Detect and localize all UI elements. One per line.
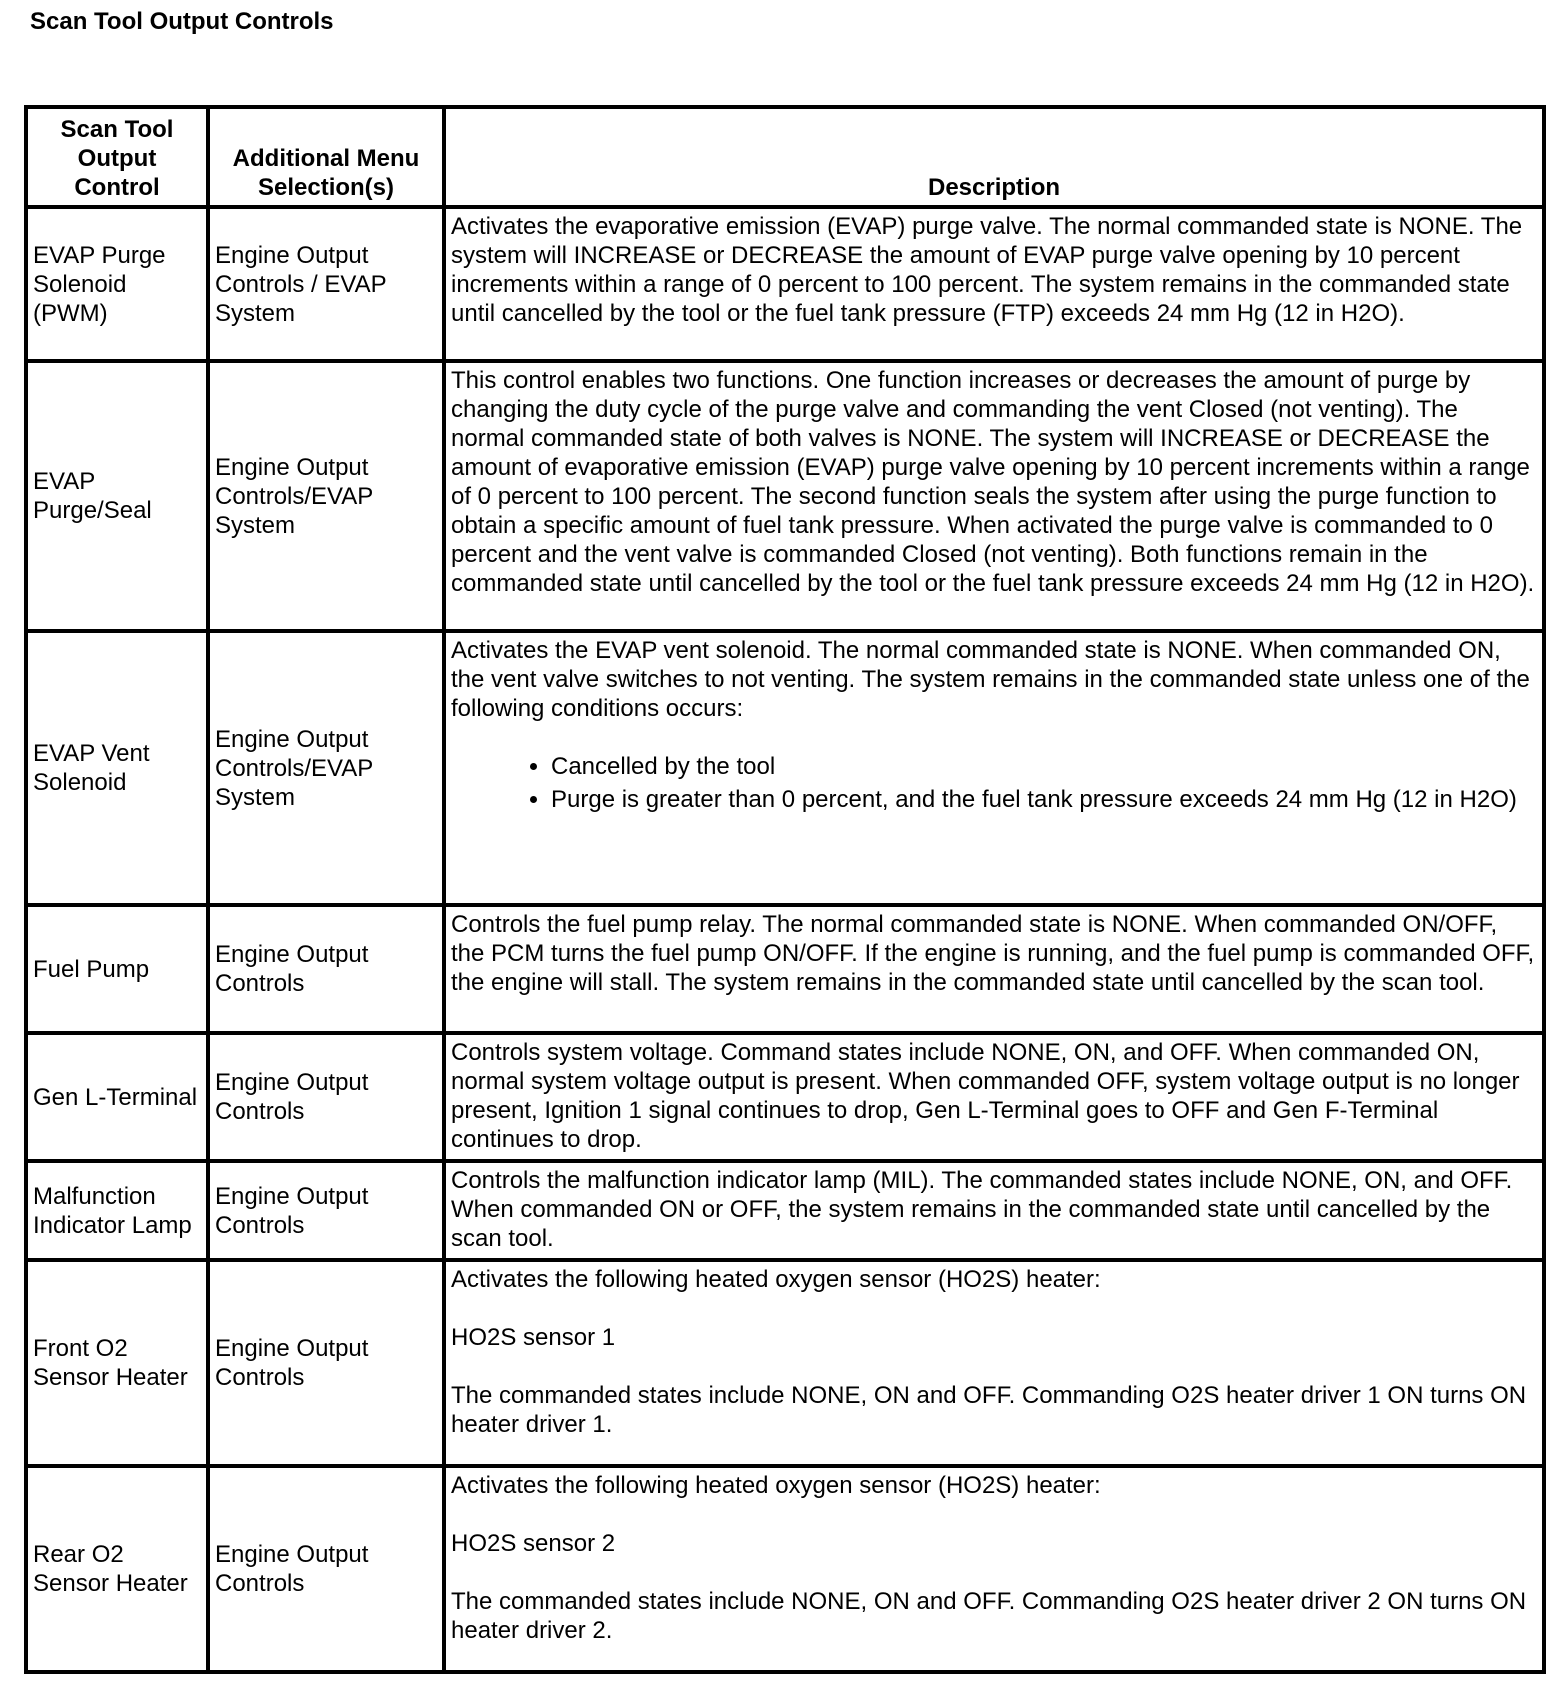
menu-selection: Engine Output Controls xyxy=(208,1260,444,1466)
control-name: Fuel Pump xyxy=(26,905,208,1033)
description-cell xyxy=(444,1161,1544,1260)
description-paragraph: The commanded states include NONE, ON and OFF. Commanding O2S heater driver 2 ON turns ON heater driver 2. xyxy=(451,1588,1527,1644)
control-name: EVAP Purge/Seal xyxy=(26,361,208,631)
description-paragraph: Controls the fuel pump relay. The normal commanded state is NONE. When commanded ON/OFF, the PCM turns the fuel pump ON/OFF. If the engine is running, and the fuel pump is commanded OFF, the engine will stall. The system remains in the commanded state until cancelled by the scan tool. xyxy=(451,911,1535,996)
description-paragraph: Controls the malfunction indicator lamp (MIL). The commanded states include NONE, ON, and OFF. When commanded ON or OFF, the system remains in the commanded state until cancelled by the scan tool. xyxy=(451,1167,1513,1252)
description-paragraph: Activates the following heated oxygen sensor (HO2S) heater: xyxy=(451,1472,1101,1499)
table-row xyxy=(26,1466,1544,1672)
menu-selection: Engine Output Controls xyxy=(208,1161,444,1260)
header-scan-tool-output-control: Scan Tool Output Control xyxy=(26,107,208,207)
menu-selection: Engine Output Controls/EVAP System xyxy=(208,361,444,631)
description-paragraph: Activates the evaporative emission (EVAP) purge valve. The normal commanded state is NONE. The system will INCREASE or DECREASE the amount of EVAP purge valve opening by 10 percent increments within a range of 0 percent to 100 percent. The system remains in the commanded state until cancelled by the tool or the fuel tank pressure (FTP) exceeds 24 mm Hg (12 in H2O). xyxy=(451,213,1523,327)
description-cell xyxy=(444,905,1544,1033)
table-row xyxy=(26,361,1544,631)
description-cell xyxy=(444,1466,1544,1672)
conditions-list xyxy=(451,752,1537,814)
list-item: • Cancelled by the tool xyxy=(551,752,1537,781)
list-item: • Purge is greater than 0 percent, and the fuel tank pressure exceeds 24 mm Hg (12 in H2O) xyxy=(551,785,1537,814)
description-paragraph: The commanded states include NONE, ON and OFF. Commanding O2S heater driver 1 ON turns ON heater driver 1. xyxy=(451,1382,1527,1438)
table-row xyxy=(26,905,1544,1033)
control-name: EVAP Vent Solenoid xyxy=(26,631,208,905)
description-cell xyxy=(444,631,1544,905)
description-paragraph: HO2S sensor 2 xyxy=(451,1530,616,1557)
description-cell xyxy=(444,1260,1544,1466)
menu-selection: Engine Output Controls xyxy=(208,1033,444,1161)
description-paragraph: Activates the EVAP vent solenoid. The normal commanded state is NONE. When commanded ON, the vent valve switches to not venting. The system remains in the commanded state unless one of the following conditions occurs: xyxy=(451,637,1530,722)
description-paragraph: Controls system voltage. Command states include NONE, ON, and OFF. When commanded ON, normal system voltage output is present. When commanded OFF, system voltage output is no longer present, Ignition 1 signal continues to drop, Gen L-Terminal goes to OFF and Gen F-Terminal continues to drop. xyxy=(451,1039,1520,1153)
page-title: Scan Tool Output Controls xyxy=(30,8,334,35)
table-header-row xyxy=(26,107,1544,207)
control-name: Gen L-Terminal xyxy=(26,1033,208,1161)
description-cell xyxy=(444,1033,1544,1161)
control-name: Malfunction Indicator Lamp xyxy=(26,1161,208,1260)
table-row xyxy=(26,207,1544,361)
menu-selection: Engine Output Controls/EVAP System xyxy=(208,631,444,905)
menu-selection: Engine Output Controls xyxy=(208,1466,444,1672)
control-name: EVAP Purge Solenoid (PWM) xyxy=(26,207,208,361)
output-controls-table xyxy=(24,105,1546,1674)
menu-selection: Engine Output Controls xyxy=(208,905,444,1033)
description-paragraph: HO2S sensor 1 xyxy=(451,1324,616,1351)
header-description: Description xyxy=(444,107,1544,207)
table-row xyxy=(26,1161,1544,1260)
description-cell xyxy=(444,207,1544,361)
control-name: Rear O2 Sensor Heater xyxy=(26,1466,208,1672)
table-row xyxy=(26,1260,1544,1466)
table-row xyxy=(26,631,1544,905)
control-name: Front O2 Sensor Heater xyxy=(26,1260,208,1466)
table-row xyxy=(26,1033,1544,1161)
description-paragraph: Activates the following heated oxygen sensor (HO2S) heater: xyxy=(451,1266,1101,1293)
description-paragraph: This control enables two functions. One function increases or decreases the amount of purge by changing the duty cycle of the purge valve and commanding the vent Closed (not venting). The normal commanded state of both valves is NONE. The system will INCREASE or DECREASE the amount of evaporative emission (EVAP) purge valve opening by 10 percent increments within a range of 0 percent to 100 percent. The second function seals the system after using the purge function to obtain a specific amount of fuel tank pressure. When activated the purge valve is commanded to 0 percent and the vent valve is commanded Closed (not venting). Both functions remain in the commanded state until cancelled by the tool or the fuel tank pressure exceeds 24 mm Hg (12 in H2O). xyxy=(451,367,1535,597)
header-additional-menu-selections: Additional Menu Selection(s) xyxy=(208,107,444,207)
menu-selection: Engine Output Controls / EVAP System xyxy=(208,207,444,361)
description-cell xyxy=(444,361,1544,631)
